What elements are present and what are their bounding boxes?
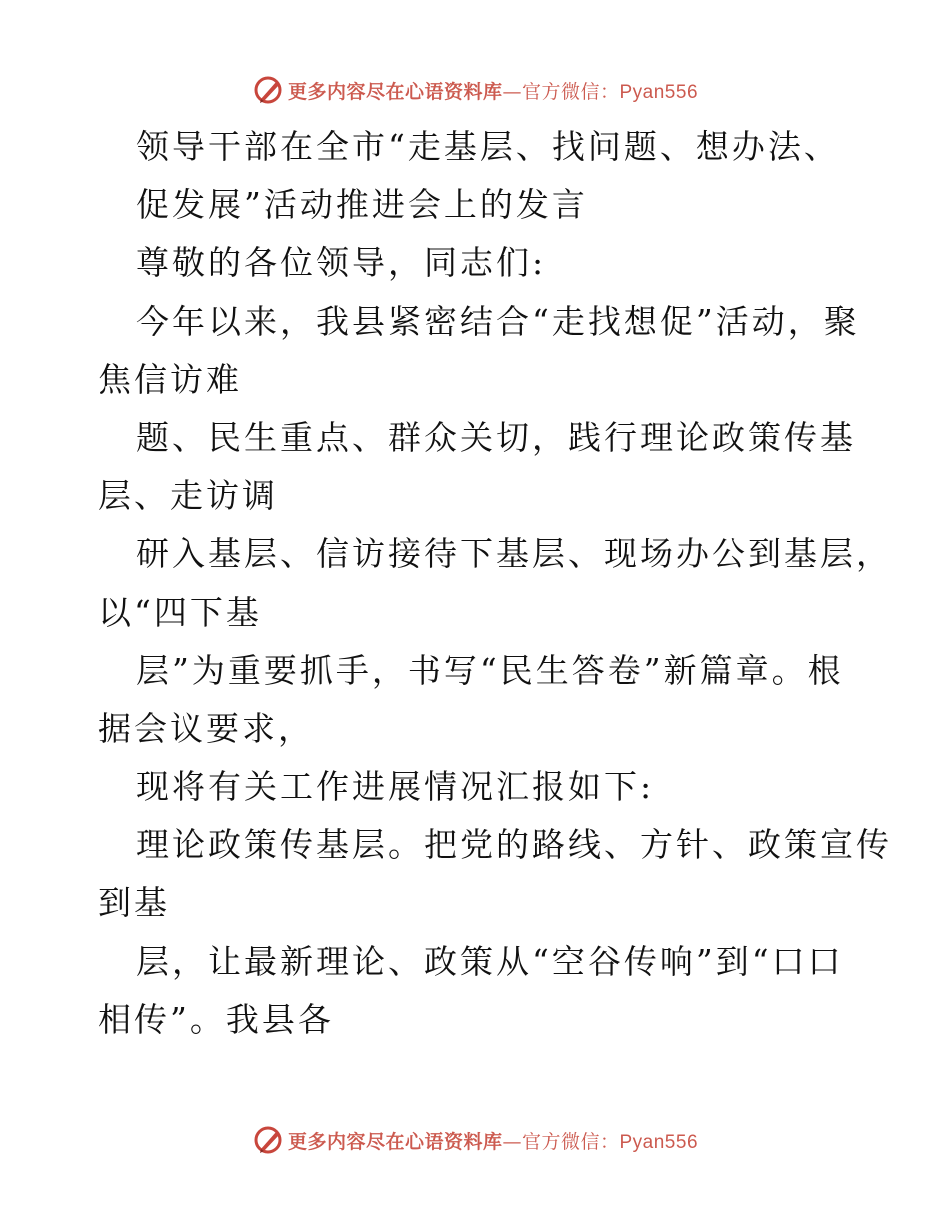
paragraph-line: 层、走访调 bbox=[98, 476, 278, 516]
paragraph-line: 焦信访难 bbox=[98, 359, 242, 399]
paragraph-line: 研入基层、信访接待下基层、现场办公到基层， bbox=[136, 534, 892, 574]
pen-in-circle-logo-icon bbox=[252, 74, 284, 106]
footer-account-label: 官方微信： bbox=[521, 1130, 620, 1153]
title-line-1: 领导干部在全市“走基层、找问题、想办法、 bbox=[136, 127, 840, 166]
paragraph-line: 今年以来，我县紧密结合“走找想促”活动，聚 bbox=[136, 301, 860, 341]
header-separator: — bbox=[502, 80, 522, 103]
paragraph-line: 据会议要求， bbox=[98, 708, 314, 748]
document-body bbox=[98, 118, 892, 1049]
header-account-id: Pyan556 bbox=[619, 81, 699, 103]
footer-banner bbox=[0, 1120, 950, 1160]
paragraph-line: 到基 bbox=[98, 883, 170, 923]
header-account-label: 官方微信： bbox=[521, 80, 620, 103]
paragraph-line: 理论政策传基层。把党的路线、方针、政策宣传 bbox=[136, 825, 892, 865]
salutation: 尊敬的各位领导，同志们: bbox=[136, 243, 547, 283]
paragraph-line: 现将有关工作进展情况汇报如下: bbox=[136, 767, 655, 807]
title-line-2: 促发展”活动推进会上的发言 bbox=[136, 185, 588, 225]
pen-in-circle-logo-icon bbox=[252, 1124, 284, 1156]
footer-banner-text bbox=[288, 1127, 698, 1154]
paragraph-line: 相传”。我县各 bbox=[98, 999, 334, 1039]
footer-site-name: 更多内容尽在心语资料库 bbox=[287, 1130, 503, 1153]
paragraph-line: 题、民生重点、群众关切，践行理论政策传基 bbox=[136, 417, 856, 457]
header-site-name: 更多内容尽在心语资料库 bbox=[287, 80, 503, 103]
paragraph-line: 层”为重要抓手，书写“民生答卷”新篇章。根 bbox=[136, 650, 844, 690]
footer-account-id: Pyan556 bbox=[619, 1131, 699, 1153]
footer-separator: — bbox=[502, 1130, 522, 1153]
paragraph-line: 以“四下基 bbox=[98, 592, 262, 632]
paragraph-line: 层，让最新理论、政策从“空谷传响”到“口口 bbox=[136, 941, 844, 981]
header-banner-text bbox=[288, 77, 698, 104]
header-banner bbox=[0, 70, 950, 110]
